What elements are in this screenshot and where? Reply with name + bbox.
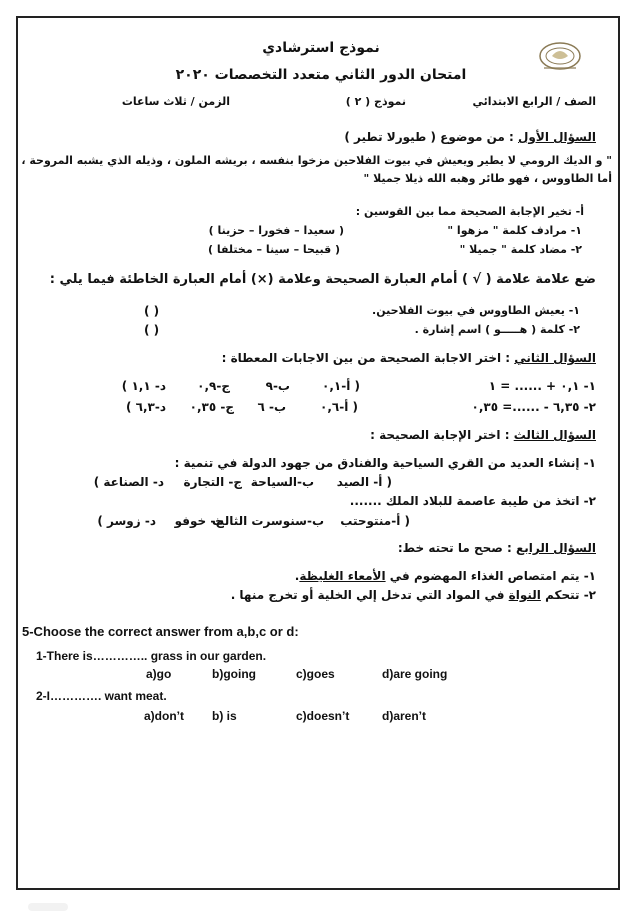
q1-topic: : من موضوع ( طيورلا تطير )	[344, 130, 514, 144]
q4-title: السؤال الرابع	[516, 541, 596, 555]
q4-instruction: : صحح ما تحته خط:	[397, 541, 512, 555]
q1-tick-1-bracket: ( )	[144, 304, 160, 318]
q1-tick-2: ٢- كلمة ( هـــــو ) اسم إشارة .	[414, 323, 580, 336]
model-label: نموذج ( ٢ )	[345, 95, 406, 108]
q5-item-2-d: d)aren’t	[382, 709, 427, 723]
q2-item-2-b: ب- ٦	[257, 400, 286, 414]
q4-item-1-post: .	[294, 569, 300, 583]
q1-tick-2-bracket: ( )	[144, 323, 160, 337]
q5-item-1-a: a)go	[146, 667, 172, 681]
q3-item-2-a: ( أ-منتوحتب	[340, 514, 410, 528]
q2-item-1-d: د- ١,١ )	[121, 379, 166, 393]
q4-item-2-underlined: النواة	[508, 588, 541, 602]
time-label: الزمن / ثلاث ساعات	[121, 95, 230, 108]
q5-title: 5-Choose the correct answer from a,b,c or d:	[22, 624, 299, 639]
q2-item-1-b: ب-٩	[265, 379, 290, 393]
q3-item-1-d: د- الصناعة )	[93, 475, 164, 489]
q3-item-1-b: ب-السياحة	[250, 475, 314, 489]
q3-heading	[370, 429, 596, 443]
grade-label: الصف / الرابع الابتدائي	[472, 95, 596, 108]
q2-item-2-a: ( أ-٠,٦	[320, 400, 358, 414]
q5-item-2-b: b) is	[212, 709, 237, 723]
q1-passage-line2: أما الطاووس ، فهو طائر وهبه الله ذيلا جميلا "	[363, 172, 612, 185]
q1-item-1: ١- مرادف كلمة " مزهوا "	[447, 224, 582, 237]
q1-item-2: ٢- مضاد كلمة " جميلا "	[459, 243, 582, 256]
q1-tick-instruction: ضع علامة علامة ( √ ) أمام العبارة الصحيحة وعلامة (×) أمام العبارة الخاطئة فيما يلي :	[49, 272, 596, 287]
q2-item-2-d: د-٦,٣ )	[125, 400, 166, 414]
q2-item-1-c: ج-٠,٩	[197, 379, 230, 393]
q4-item-2-pre: ٢- تتحكم	[540, 588, 596, 602]
q2-item-1-a: ( أ-٠,١	[322, 379, 360, 393]
q5-item-2-c: c)doesn’t	[296, 709, 350, 723]
q3-item-1: ١- إنشاء العديد من القري السياحية والفنادق من جهود الدولة في تنمية :	[174, 456, 596, 470]
q5-item-1-b: b)going	[212, 667, 256, 681]
q1-passage-line1: " و الديك الرومي لا يطير ويعيش في بيوت الفلاحين مزخوا بنفسه ، بريشه الملون ، وذيله الذي يشبه المروحة ،	[21, 154, 612, 167]
q2-item-1: ١- ٠,١ + ...... = ١	[488, 379, 596, 393]
q5-item-2-a: a)don’t	[144, 709, 184, 723]
q3-item-2-d: د- زوسر )	[97, 514, 156, 528]
q3-item-2-b: ب-سنوسرت الثالث	[212, 514, 324, 528]
q1-heading	[344, 131, 596, 145]
q2-heading	[222, 352, 596, 366]
q2-item-2: ٢- ٦,٣٥ - ......= ٠,٣٥	[471, 400, 596, 414]
q5-item-1-d: d)are going	[382, 667, 448, 681]
q5-item-1: 1-There is………….. grass in our garden.	[36, 649, 267, 663]
q3-item-1-a: ( أ- الصيد	[336, 475, 392, 489]
q3-title: السؤال الثالث	[513, 428, 596, 442]
q1-item-2-options: ( قبيحا – سينا – مختلفا )	[208, 243, 340, 256]
q2-item-2-c: ج- ٠,٣٥	[189, 400, 234, 414]
q4-item-1-underlined: الأمعاء الغليظة	[299, 569, 386, 583]
q5-item-1-c: c)goes	[296, 667, 335, 681]
q1-tick-1: ١- يعيش الطاووس في بيوت الفلاحين.	[372, 304, 580, 317]
q3-instruction: : اختر الإجابة الصحيحة :	[370, 428, 510, 442]
q3-item-1-c: ج- التجارة	[183, 475, 242, 489]
exam-title: امتحان الدور الثاني متعدد التخصصات ٢٠٢٠	[175, 67, 467, 83]
q4-item-2-post: في المواد التي تدخل إلي الخلية أو تخرج منها .	[230, 588, 509, 602]
q1-title: السؤال الأول	[518, 130, 596, 144]
q2-title: السؤال الثاني	[514, 351, 596, 365]
q3-item-2-c: ج- خوفو	[174, 514, 224, 528]
q5-item-2: 2-I…………. want meat.	[36, 689, 167, 703]
q1-item-1-options: ( سعيدا – فخورا – حزينا )	[208, 224, 344, 237]
q4-item-2	[231, 589, 596, 603]
q4-item-1	[295, 570, 596, 584]
page-corner-mark	[28, 903, 68, 911]
q2-instruction: : اختر الاجابة الصحيحة من بين الاجابات المعطاة :	[221, 351, 511, 365]
page-border	[16, 16, 620, 890]
page-title: نموذج استرشادي	[262, 40, 380, 56]
q4-heading	[398, 542, 596, 556]
q3-item-2: ٢- اتخذ من طيبة عاصمة للبلاد الملك .......	[349, 494, 596, 508]
q1-part-a: أ- تخير الإجابة الصحيحة مما بين القوسين :	[355, 205, 584, 218]
q4-item-1-pre: ١- يتم امتصاص الغذاء المهضوم في	[385, 569, 596, 583]
